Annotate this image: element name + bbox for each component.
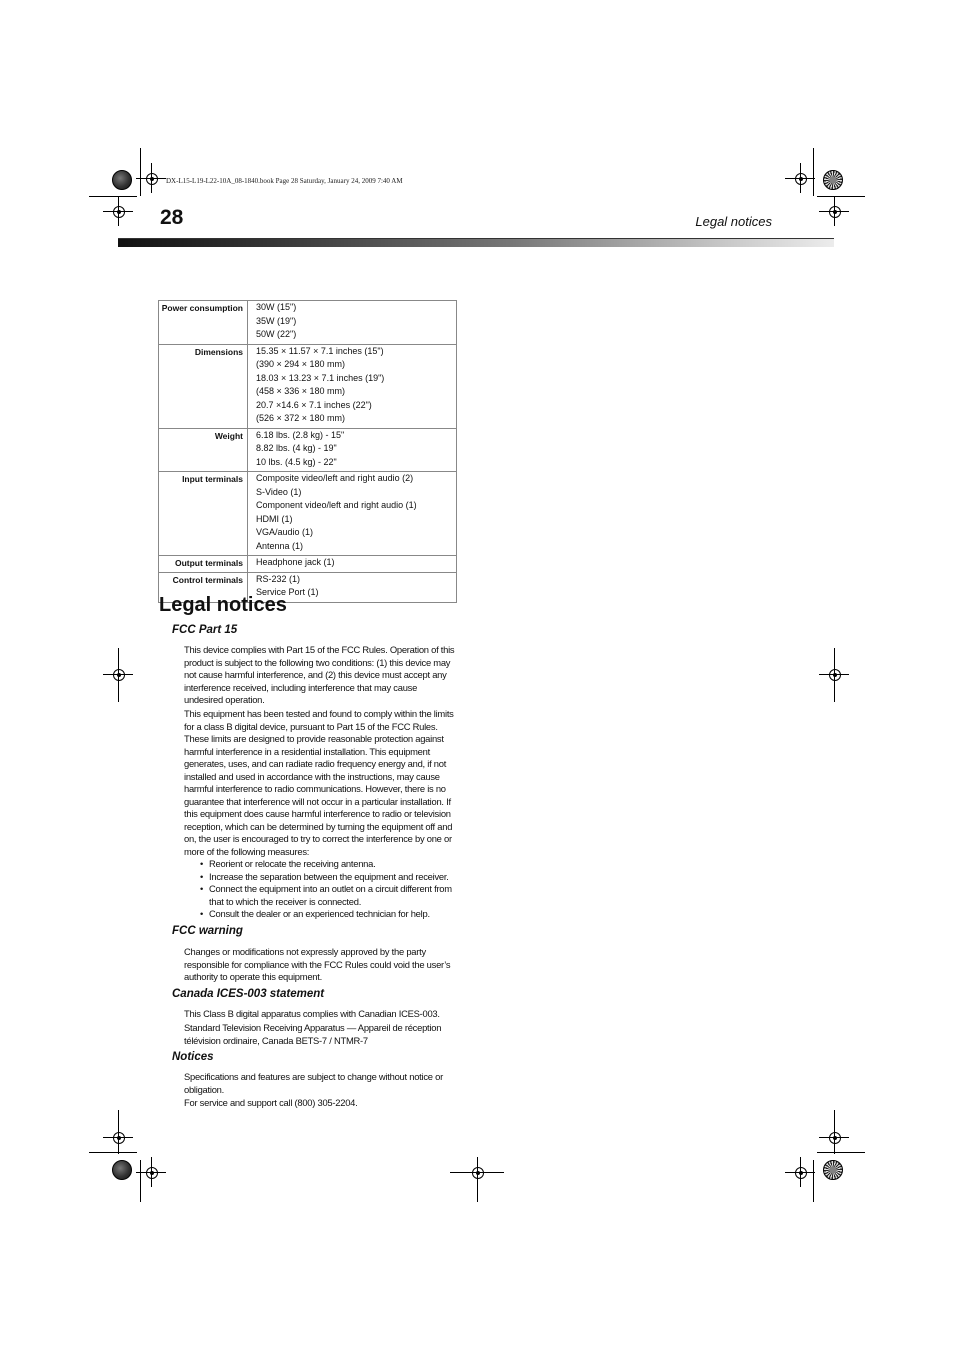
spec-value: Antenna (1)	[256, 540, 304, 551]
registration-star-icon	[823, 170, 843, 190]
spec-value: HDMI (1)	[256, 513, 293, 524]
spec-value: 8.82 lbs. (4 kg) - 19"	[256, 443, 337, 453]
spec-row	[159, 428, 457, 472]
spec-value: 18.03 × 13.23 × 7.1 inches (19")	[256, 372, 385, 383]
canada-paragraph-1: This Class B digital apparatus complies with Canadian ICES-003.	[184, 1008, 440, 1019]
spec-value: Component video/left and right audio (1)	[256, 500, 417, 510]
page-number: 28	[160, 206, 184, 229]
spec-value: 20.7 ×14.6 × 7.1 inches (22")	[256, 399, 372, 410]
heading-fcc-warning: FCC warning	[172, 925, 243, 937]
spec-label: Dimensions	[159, 344, 248, 428]
spec-label: Control terminals	[159, 572, 248, 602]
heading-notices: Notices	[172, 1051, 214, 1063]
spec-value: Service Port (1)	[256, 587, 319, 597]
spec-value: Composite video/left and right audio (2)	[256, 473, 414, 483]
spec-value: (458 × 336 × 180 mm)	[256, 386, 346, 396]
spec-row	[159, 344, 457, 428]
heading-canada-ices: Canada ICES-003 statement	[172, 988, 325, 1000]
spec-label: Input terminals	[159, 472, 248, 556]
spec-value: VGA/audio (1)	[256, 527, 314, 537]
spec-value: 15.35 × 11.57 × 7.1 inches (15")	[256, 345, 384, 356]
spec-label: Weight	[159, 428, 248, 472]
spec-row	[159, 301, 457, 345]
fcc-part15-paragraph-2: This equipment has been tested and found to comply within the limits for a class B digital device, pursuant to Part 15 of the FCC Rules. These limits are designed to provide reasonable protection against harmful interference in a residential installation. This equipment generates, uses, and can radiate radio frequency energy and, if not installed and used in accordance with the instructions, may cause harmful interference to radio communications. However, there is no guarantee that interference will not occur in a particular installation. If this equipment does cause harmful interference to radio or television reception, which can be determined by turning the equipment off and on, the user is encouraged to try to correct the interference by one or more of the following measures:	[184, 708, 454, 858]
spec-values	[248, 472, 457, 556]
print-slug: DX-L15-L19-L22-10A_08-1840.book Page 28 Saturday, January 24, 2009 7:40 AM	[166, 177, 403, 185]
specifications-table	[158, 300, 457, 603]
fcc-measures-list	[200, 858, 456, 921]
spec-value: 6.18 lbs. (2.8 kg) - 15"	[256, 429, 345, 440]
header-gradient-bar	[118, 239, 834, 247]
spec-value: Headphone jack (1)	[256, 557, 335, 567]
spec-value: 10 lbs. (4.5 kg) - 22"	[256, 456, 337, 467]
spec-value: 35W (19")	[256, 315, 297, 326]
list-item: • Reorient or relocate the receiving antenna.	[200, 858, 456, 871]
spec-values	[248, 556, 457, 573]
fcc-warning-paragraph: Changes or modifications not expressly approved by the party responsible for compliance with the FCC Rules could void the user’s authority to operate this equipment.	[184, 946, 451, 983]
registration-dot-icon	[112, 1160, 132, 1180]
heading-fcc-part15: FCC Part 15	[172, 624, 238, 636]
spec-values	[248, 344, 457, 428]
spec-row	[159, 556, 457, 573]
spec-value: 30W (15")	[256, 302, 297, 312]
spec-row	[159, 472, 457, 556]
spec-label: Power consumption	[159, 301, 248, 345]
spec-value: 50W (22")	[256, 329, 297, 339]
list-item: • Consult the dealer or an experienced technician for help.	[200, 908, 456, 921]
notices-paragraph-2: For service and support call (800) 305-2204.	[184, 1097, 358, 1108]
fcc-part15-paragraph-1: This device complies with Part 15 of the FCC Rules. Operation of this product is subject to the following two conditions: (1) this device may not cause harmful interference, and (2) this device must accept any interference received, including interference that may cause undesired operation.	[184, 644, 455, 706]
registration-dot-icon	[112, 170, 132, 190]
spec-value: (526 × 372 × 180 mm)	[256, 413, 346, 423]
canada-paragraph-2: Standard Television Receiving Apparatus — Appareil de réception télévision ordinaire, Canada BETS-7 / NTMR-7	[184, 1022, 442, 1046]
spec-value: (390 × 294 × 180 mm)	[256, 359, 346, 369]
spec-label: Output terminals	[159, 556, 248, 573]
list-item: • Increase the separation between the equipment and receiver.	[200, 871, 456, 884]
spec-values	[248, 301, 457, 345]
notices-paragraph-1: Specifications and features are subject to change without notice or obligation.	[184, 1071, 443, 1095]
spec-value: S-Video (1)	[256, 486, 302, 497]
list-item: • Connect the equipment into an outlet on a circuit different from that to which the receiver is connected.	[200, 883, 456, 908]
spec-value: RS-232 (1)	[256, 573, 301, 584]
registration-star-icon	[823, 1160, 843, 1180]
section-title: Legal notices	[159, 594, 287, 616]
spec-values	[248, 428, 457, 472]
running-header: Legal notices	[695, 214, 772, 229]
